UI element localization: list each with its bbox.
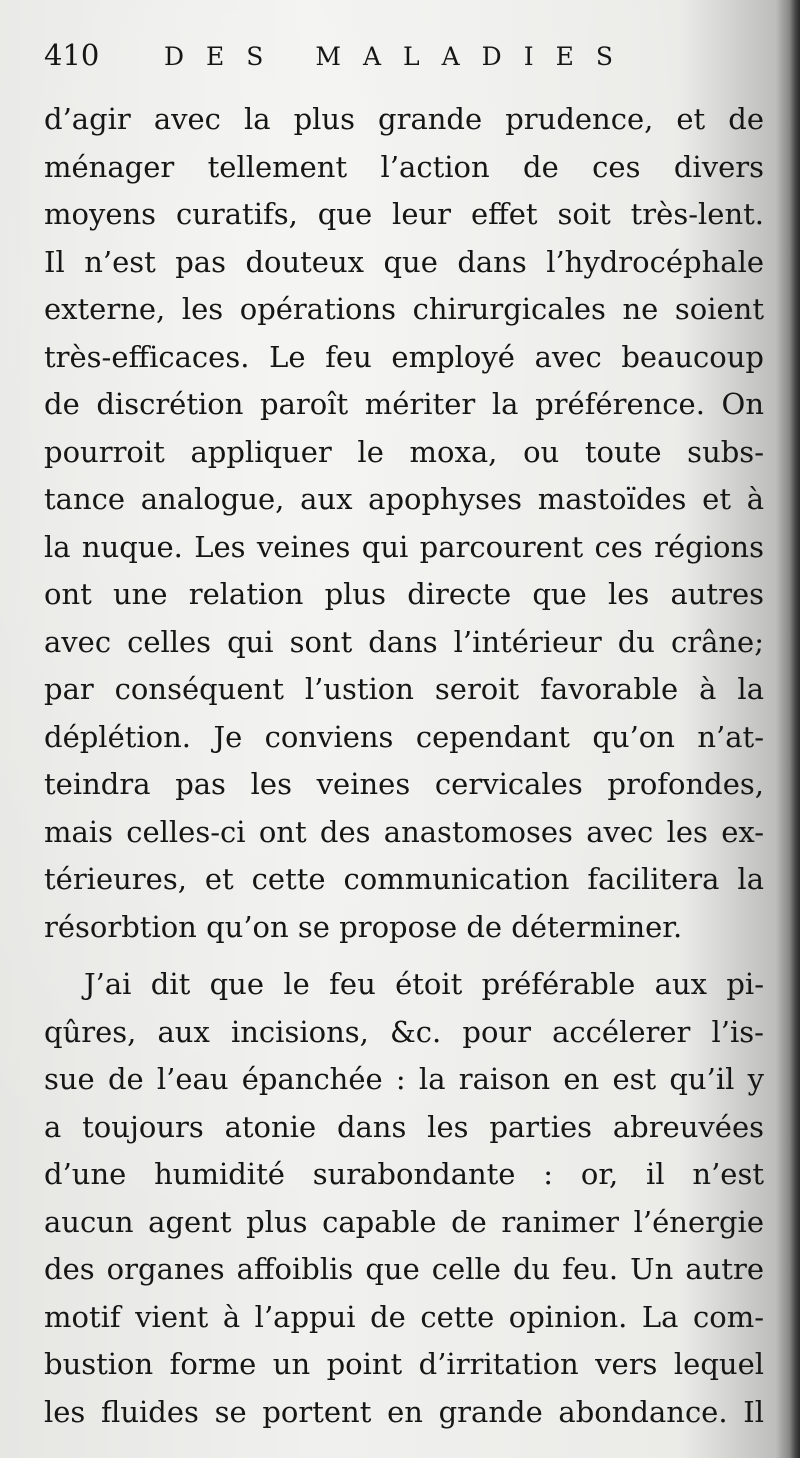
- text-line: Il n’est pas douteux que dans l’hydrocéphale: [44, 244, 764, 279]
- body-text: [44, 96, 764, 1436]
- page-header: [44, 38, 764, 88]
- text-line: bustion forme un point d’irritation vers lequel: [44, 1347, 764, 1381]
- text-line: la nuque. Les veines qui parcourent ces régions: [44, 529, 764, 564]
- text-line: térieures, et cette communication facilitera la: [44, 862, 764, 896]
- text-line: de discrétion paroît mériter la préférence. On: [44, 387, 764, 421]
- text-line: ont une relation plus directe que les autres: [44, 577, 764, 611]
- text-line: d’une humidité surabondante : or, il n’est: [44, 1157, 764, 1191]
- paragraph-end-line: résorbtion qu’on se propose de déterminer.: [44, 909, 683, 944]
- text-line: externe, les opérations chirurgicales ne soient: [44, 292, 764, 326]
- text-line: par conséquent l’ustion seroit favorable à la: [44, 672, 764, 706]
- text-line: avec celles qui sont dans l’intérieur du crâne;: [44, 624, 764, 659]
- text-line: qûres, aux incisions, &c. pour accélerer l’is-: [44, 1014, 764, 1049]
- text-line: motif vient à l’appui de cette opinion. La com-: [44, 1299, 764, 1334]
- text-line: déplétion. Je conviens cependant qu’on n’at-: [44, 719, 764, 754]
- text-line: moyens curatifs, que leur effet soit très-lent.: [44, 197, 764, 231]
- text-line: tance analogue, aux apophyses mastoïdes et à: [44, 482, 764, 516]
- text-line: pourroit appliquer le moxa, ou toute subs-: [44, 434, 764, 469]
- text-line: les fluides se portent en grande abondance. Il: [44, 1394, 764, 1429]
- text-line: teindra pas les veines cervicales profondes,: [44, 767, 764, 801]
- text-line: d’agir avec la plus grande prudence, et de: [44, 102, 764, 136]
- running-title: DES MALADIES: [164, 42, 635, 71]
- paragraph-start-line: J’ai dit que le feu étoit préférable aux pi-: [84, 967, 764, 1001]
- text-line: des organes affoiblis que celle du feu. Un autre: [44, 1252, 764, 1286]
- text-line: mais celles-ci ont des anastomoses avec les ex-: [44, 814, 764, 849]
- text-line: ménager tellement l’action de ces divers: [44, 149, 764, 184]
- page-edge-shadow: [790, 0, 800, 1458]
- text-line: aucun agent plus capable de ranimer l’énergie: [44, 1204, 764, 1239]
- page-number: 410: [44, 38, 100, 72]
- text-line: a toujours atonie dans les parties abreuvées: [44, 1109, 764, 1144]
- text-line: sue de l’eau épanchée : la raison en est qu’il y: [44, 1062, 764, 1096]
- text-line: très-efficaces. Le feu employé avec beaucoup: [44, 339, 764, 374]
